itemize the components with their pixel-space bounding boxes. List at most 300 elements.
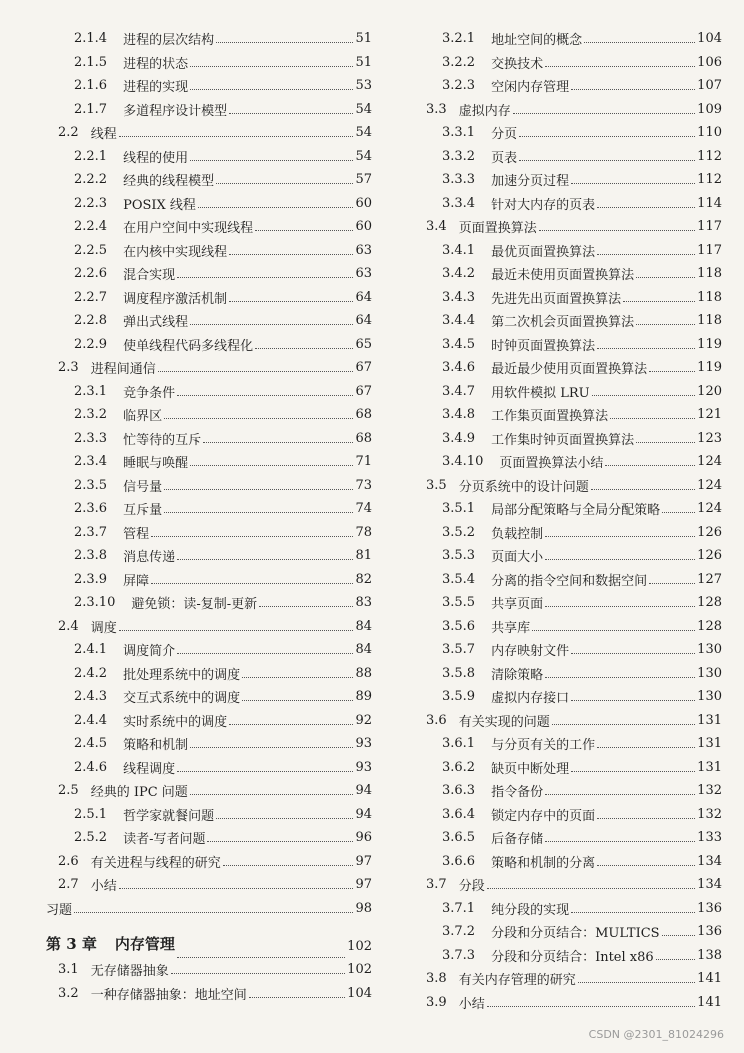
toc-entry-number: 2.2.1 (74, 148, 108, 164)
toc-entry-page: 71 (355, 454, 372, 470)
toc-entry-page: 136 (697, 900, 722, 916)
toc-entry (414, 521, 722, 545)
toc-entry-number: 2.3.10 (74, 595, 116, 611)
toc-entry-title: 调度 (90, 620, 117, 636)
toc-entry (414, 497, 722, 521)
toc-entry-number: 3.7 (426, 877, 447, 893)
toc-entry-number: 3.2.2 (442, 54, 476, 70)
toc-entry-title: 缺页中断处理 (491, 761, 570, 777)
toc-dot-leader (158, 371, 354, 372)
toc-entry-number: 2.2.3 (74, 195, 108, 211)
toc-entry (46, 850, 372, 874)
toc-dot-leader (656, 959, 696, 960)
toc-entry (46, 662, 372, 686)
toc-entry-title: 线程调度 (123, 761, 176, 777)
toc-entry-page: 133 (697, 830, 722, 846)
toc-entry-title: 进程的实现 (123, 80, 189, 96)
toc-entry-number: 2.3.7 (74, 524, 108, 540)
toc-entry-title: 局部分配策略与全局分配策略 (491, 503, 661, 519)
toc-dot-leader (177, 653, 353, 654)
toc-entry (46, 427, 372, 451)
toc-entry-page: 118 (697, 289, 722, 305)
toc-entry-page: 131 (697, 759, 722, 775)
toc-entry-page: 117 (697, 242, 722, 258)
toc-entry (414, 756, 722, 780)
toc-entry (414, 826, 722, 850)
toc-entry-number: 2.1.4 (74, 31, 108, 47)
toc-entry-number: 2.2.2 (74, 172, 108, 188)
toc-entry-page: 51 (355, 54, 372, 70)
toc-dot-leader (605, 465, 695, 466)
toc-dot-leader (164, 418, 353, 419)
toc-dot-leader (545, 794, 695, 795)
toc-dot-leader (597, 207, 695, 208)
toc-entry-title: 进程的状态 (123, 56, 189, 72)
toc-entry-page: 124 (697, 454, 722, 470)
toc-entry-title: 哲学家就餐问题 (123, 808, 215, 824)
toc-dot-leader (177, 277, 353, 278)
toc-dot-leader (242, 677, 353, 678)
toc-entry-title: 信号量 (123, 479, 163, 495)
toc-entry-title: 实时系统中的调度 (123, 714, 228, 730)
toc-entry (46, 192, 372, 216)
toc-entry-number: 3.9 (426, 994, 447, 1010)
toc-entry-title: 内存映射文件 (491, 644, 570, 660)
toc-entry-page: 94 (355, 783, 372, 799)
toc-entry-page: 141 (697, 994, 722, 1010)
toc-entry-title: 纯分段的实现 (491, 902, 570, 918)
toc-entry (46, 709, 372, 733)
toc-dot-leader (552, 724, 695, 725)
toc-entry-page: 73 (355, 477, 372, 493)
toc-entry (46, 521, 372, 545)
toc-entry (46, 873, 372, 897)
toc-dot-leader (584, 42, 695, 43)
toc-entry-number: 2.7 (58, 877, 79, 893)
toc-dot-leader (216, 183, 353, 184)
toc-entry (414, 662, 722, 686)
toc-entry-page: 107 (697, 78, 722, 94)
toc-entry-title: 管程 (123, 526, 150, 542)
toc-entry-title: 策略和机制的分离 (491, 855, 596, 871)
toc-entry (414, 991, 722, 1015)
toc-entry-title: 消息传递 (123, 550, 176, 566)
toc-entry-number: 3.5 (426, 477, 447, 493)
toc-entry-title: 忙等待的互斥 (123, 432, 202, 448)
toc-entry-number: 3.6.4 (442, 806, 476, 822)
toc-dot-leader (578, 982, 695, 983)
toc-entry-number: 3.4.3 (442, 289, 476, 305)
toc-entry-page: 130 (697, 689, 722, 705)
toc-entry (46, 168, 372, 192)
toc-entry-title: 进程的层次结构 (123, 33, 215, 49)
toc-entry (414, 403, 722, 427)
toc-entry-title: 用软件模拟 LRU (491, 385, 590, 401)
toc-entry (414, 615, 722, 639)
toc-entry-page: 65 (355, 336, 372, 352)
toc-entry-page: 110 (697, 125, 722, 141)
toc-entry-number: 2.2.9 (74, 336, 108, 352)
toc-entry-title: 批处理系统中的调度 (123, 667, 241, 683)
toc-entry-title: 共享页面 (491, 597, 544, 613)
toc-entry-title: 工作集页面置换算法 (491, 409, 609, 425)
toc-entry-page: 81 (355, 548, 372, 564)
toc-entry-title: 弹出式线程 (123, 315, 189, 331)
toc-entry-title: 时钟页面置换算法 (491, 338, 596, 354)
toc-entry-number: 3.3 (426, 101, 447, 117)
toc-entry-number: 3.6.1 (442, 736, 476, 752)
toc-entry-number: 2.3.9 (74, 571, 108, 587)
toc-entry-page: 57 (355, 172, 372, 188)
toc-entry (46, 145, 372, 169)
toc-dot-leader (190, 747, 353, 748)
toc-entry-number: 2.5 (58, 783, 79, 799)
toc-entry (414, 779, 722, 803)
toc-entry (414, 850, 722, 874)
toc-entry-number: 3.3.4 (442, 195, 476, 211)
toc-entry (414, 967, 722, 991)
toc-entry (46, 568, 372, 592)
toc-entry-page: 134 (697, 853, 722, 869)
toc-entry-page: 132 (697, 806, 722, 822)
toc-dot-leader (190, 324, 353, 325)
toc-entry-number: 2.3.3 (74, 430, 108, 446)
toc-entry-number: 3.6.2 (442, 759, 476, 775)
toc-entry-page: 114 (697, 195, 722, 211)
toc-entry-page: 53 (355, 78, 372, 94)
toc-entry (414, 356, 722, 380)
toc-entry-number: 2.2 (58, 125, 79, 141)
toc-dot-leader (242, 700, 353, 701)
toc-entry-page: 106 (697, 54, 722, 70)
toc-entry-title: 临界区 (123, 409, 163, 425)
toc-entry-number: 3.7.1 (442, 900, 476, 916)
toc-entry-title: 地址空间的概念 (491, 33, 583, 49)
toc-entry (46, 897, 372, 921)
toc-entry-number: 2.6 (58, 853, 79, 869)
toc-entry-page: 130 (697, 642, 722, 658)
toc-entry-page: 131 (697, 712, 722, 728)
toc-dot-leader (259, 606, 353, 607)
toc-entry (46, 826, 372, 850)
toc-entry-page: 54 (355, 125, 372, 141)
toc-entry (414, 474, 722, 498)
toc-entry-page: 93 (355, 759, 372, 775)
toc-entry (414, 450, 722, 474)
toc-entry-page: 54 (355, 148, 372, 164)
toc-entry-page: 118 (697, 313, 722, 329)
toc-entry-number: 2.3.2 (74, 407, 108, 423)
toc-dot-leader (177, 395, 353, 396)
toc-chapter-entry (46, 920, 372, 958)
toc-entry-page: 134 (697, 877, 722, 893)
toc-entry-number: 2.4.4 (74, 712, 108, 728)
toc-dot-leader (177, 771, 353, 772)
toc-dot-leader (636, 324, 695, 325)
toc-entry-title: 分页系统中的设计问题 (458, 479, 589, 495)
toc-entry-number: 2.3.6 (74, 501, 108, 517)
toc-entry-number: 2.3.4 (74, 454, 108, 470)
toc-entry-number: 3.5.1 (442, 501, 476, 517)
toc-entry-title: 分段和分页结合：MULTICS (491, 926, 660, 942)
toc-entry-number: 3.7.2 (442, 924, 476, 940)
toc-entry (46, 74, 372, 98)
toc-entry-number: 2.1.6 (74, 78, 108, 94)
toc-entry-number: 3.4.5 (442, 336, 476, 352)
toc-dot-leader (597, 254, 695, 255)
toc-entry (414, 897, 722, 921)
toc-entry (46, 215, 372, 239)
toc-entry (414, 380, 722, 404)
toc-entry (46, 27, 372, 51)
toc-entry (414, 944, 722, 968)
toc-entry-page: 60 (355, 195, 372, 211)
toc-entry-page: 104 (347, 985, 372, 1001)
toc-entry (46, 286, 372, 310)
toc-entry-title: 多道程序设计模型 (123, 103, 228, 119)
toc-entry (414, 333, 722, 357)
toc-entry-page: 120 (697, 383, 722, 399)
toc-entry (414, 638, 722, 662)
toc-dot-leader (545, 559, 695, 560)
toc-dot-leader (190, 794, 354, 795)
toc-entry-page: 124 (697, 501, 722, 517)
toc-entry-title: 虚拟内存接口 (491, 691, 570, 707)
toc-entry-title: 互斥量 (123, 503, 163, 519)
toc-entry (46, 98, 372, 122)
toc-entry (46, 591, 372, 615)
toc-dot-leader (597, 747, 695, 748)
toc-entry (414, 192, 722, 216)
toc-entry-title: 有关进程与线程的研究 (90, 855, 221, 871)
toc-dot-leader (539, 230, 695, 231)
toc-entry (414, 685, 722, 709)
toc-entry-title: 屏障 (123, 573, 150, 589)
toc-entry-page: 126 (697, 524, 722, 540)
toc-entry-title: 睡眠与唤醒 (123, 456, 189, 472)
toc-entry (414, 121, 722, 145)
toc-entry-title: 进程间通信 (90, 362, 156, 378)
toc-entry-page: 104 (697, 31, 722, 47)
toc-entry-number: 2.1.7 (74, 101, 108, 117)
toc-entry-page: 102 (347, 962, 372, 978)
toc-entry (46, 121, 372, 145)
toc-dot-leader (151, 583, 353, 584)
toc-entry-page: 83 (355, 595, 372, 611)
toc-entry-number: 3.6 (426, 712, 447, 728)
toc-dot-leader (662, 935, 696, 936)
toc-entry (414, 732, 722, 756)
toc-dot-leader (216, 818, 353, 819)
toc-entry (414, 709, 722, 733)
toc-entry-title: 分离的指令空间和数据空间 (491, 573, 648, 589)
toc-entry-title: 页面置换算法 (458, 221, 537, 237)
toc-entry (46, 756, 372, 780)
toc-entry-page: 119 (697, 360, 722, 376)
toc-dot-leader (597, 348, 695, 349)
toc-dot-leader (571, 89, 695, 90)
toc-entry (46, 732, 372, 756)
toc-entry-title: 页面置换算法小结 (499, 456, 604, 472)
toc-entry-number: 2.4.6 (74, 759, 108, 775)
toc-entry-number: 3.5.6 (442, 618, 476, 634)
toc-entry (46, 333, 372, 357)
toc-entry-title: 页表 (491, 150, 518, 166)
toc-dot-leader (190, 160, 353, 161)
toc-entry-page: 68 (355, 430, 372, 446)
toc-entry-page: 130 (697, 665, 722, 681)
toc-entry-page: 102 (347, 939, 372, 954)
toc-right-column (414, 27, 722, 1014)
toc-dot-leader (229, 301, 353, 302)
toc-entry-page: 96 (355, 830, 372, 846)
toc-entry-page: 119 (697, 336, 722, 352)
toc-entry-page: 67 (355, 360, 372, 376)
toc-entry-title: 线程的使用 (123, 150, 189, 166)
toc-dot-leader (171, 973, 345, 974)
toc-entry-title: 最优页面置换算法 (491, 244, 596, 260)
toc-dot-leader (662, 512, 695, 513)
toc-entry-page: 132 (697, 783, 722, 799)
toc-entry-page: 78 (355, 524, 372, 540)
toc-entry (414, 568, 722, 592)
toc-entry (46, 262, 372, 286)
toc-entry-title: 虚拟内存 (458, 103, 511, 119)
toc-entry (46, 380, 372, 404)
toc-entry-number: 3.6.3 (442, 783, 476, 799)
toc-entry (46, 803, 372, 827)
toc-entry-page: 138 (697, 947, 722, 963)
toc-entry (414, 74, 722, 98)
toc-entry (414, 145, 722, 169)
toc-entry-number: 3.6.5 (442, 830, 476, 846)
toc-entry-title: 先进先出页面置换算法 (491, 291, 622, 307)
toc-entry-number: 3.4 (426, 219, 447, 235)
toc-entry-page: 89 (355, 689, 372, 705)
toc-dot-leader (229, 724, 353, 725)
toc-entry-number: 2.5.2 (74, 830, 108, 846)
toc-entry-number: 3.4.2 (442, 266, 476, 282)
toc-entry-title: 在用户空间中实现线程 (123, 221, 254, 237)
toc-entry-title: 第二次机会页面置换算法 (491, 315, 635, 331)
toc-dot-leader (591, 489, 695, 490)
toc-entry-page: 54 (355, 101, 372, 117)
toc-entry-title: 一种存储器抽象：地址空间 (90, 987, 247, 1003)
toc-entry-title: 在内核中实现线程 (123, 244, 228, 260)
toc-dot-leader (255, 348, 353, 349)
toc-entry (46, 51, 372, 75)
toc-entry-title: 页面大小 (491, 550, 544, 566)
toc-entry-title: 与分页有关的工作 (491, 738, 596, 754)
toc-entry-title: 小结 (458, 996, 485, 1012)
toc-entry (414, 309, 722, 333)
toc-dot-leader (597, 865, 695, 866)
toc-entry-page: 51 (355, 31, 372, 47)
toc-entry-title: 共享库 (491, 620, 531, 636)
toc-dot-leader (223, 865, 354, 866)
toc-entry-number: 3.4.9 (442, 430, 476, 446)
toc-entry-title: 调度简介 (123, 644, 176, 660)
toc-dot-leader (190, 465, 353, 466)
toc-entry-title: 避免锁：读-复制-更新 (131, 597, 258, 613)
toc-dot-leader (519, 160, 695, 161)
toc-entry-title: 后备存储 (491, 832, 544, 848)
toc-entry-title: 针对大内存的页表 (491, 197, 596, 213)
toc-entry (46, 474, 372, 498)
toc-entry-page: 97 (355, 877, 372, 893)
toc-entry-page: 123 (697, 430, 722, 446)
toc-entry-number: 2.3.5 (74, 477, 108, 493)
toc-entry-title: 习题 (46, 902, 73, 918)
toc-entry-page: 92 (355, 712, 372, 728)
toc-entry-number: 3.7.3 (442, 947, 476, 963)
toc-entry-page: 112 (697, 172, 722, 188)
toc-entry-page: 141 (697, 971, 722, 987)
toc-entry (46, 309, 372, 333)
toc-dot-leader (545, 841, 695, 842)
toc-entry-number: 3.4.6 (442, 360, 476, 376)
toc-entry (46, 544, 372, 568)
toc-entry-number: 3.4.4 (442, 313, 476, 329)
toc-entry-number: 3.3.2 (442, 148, 476, 164)
toc-entry-title: 指令备份 (491, 785, 544, 801)
toc-entry-page: 64 (355, 289, 372, 305)
toc-dot-leader (229, 113, 353, 114)
toc-dot-leader (151, 536, 353, 537)
toc-entry-number: 2.2.4 (74, 219, 108, 235)
toc-entry (414, 51, 722, 75)
toc-dot-leader (119, 630, 354, 631)
toc-entry-page: 63 (355, 266, 372, 282)
toc-dot-leader (119, 888, 354, 889)
toc-entry-title: 负载控制 (491, 526, 544, 542)
toc-entry-page: 126 (697, 548, 722, 564)
toc-entry (414, 286, 722, 310)
toc-entry (414, 27, 722, 51)
toc-entry (414, 544, 722, 568)
toc-entry-title: 分段 (458, 879, 485, 895)
toc-entry-page: 131 (697, 736, 722, 752)
toc-entry (414, 98, 722, 122)
toc-dot-leader (532, 630, 695, 631)
toc-entry-number: 3.5.5 (442, 595, 476, 611)
toc-entry-number: 2.4.3 (74, 689, 108, 705)
toc-entry (46, 450, 372, 474)
toc-entry-page: 88 (355, 665, 372, 681)
toc-entry-number: 3.3.3 (442, 172, 476, 188)
toc-entry-title: 策略和机制 (123, 738, 189, 754)
toc-entry-title: 最近最少使用页面置换算法 (491, 362, 648, 378)
toc-entry-page: 84 (355, 618, 372, 634)
toc-dot-leader (190, 66, 353, 67)
toc-left-column (46, 27, 372, 1005)
toc-entry (414, 239, 722, 263)
toc-dot-leader (571, 771, 695, 772)
toc-dot-leader (592, 395, 696, 396)
toc-dot-leader (164, 489, 353, 490)
toc-dot-leader (74, 912, 353, 913)
toc-dot-leader (519, 136, 695, 137)
toc-entry (414, 873, 722, 897)
toc-entry-number: 3.5.8 (442, 665, 476, 681)
toc-entry-number: 3.8 (426, 971, 447, 987)
toc-entry-page: 124 (697, 477, 722, 493)
toc-entry-page: 109 (697, 101, 722, 117)
toc-dot-leader (545, 677, 695, 678)
toc-dot-leader (513, 113, 695, 114)
toc-entry (46, 685, 372, 709)
toc-entry-number: 2.4.5 (74, 736, 108, 752)
